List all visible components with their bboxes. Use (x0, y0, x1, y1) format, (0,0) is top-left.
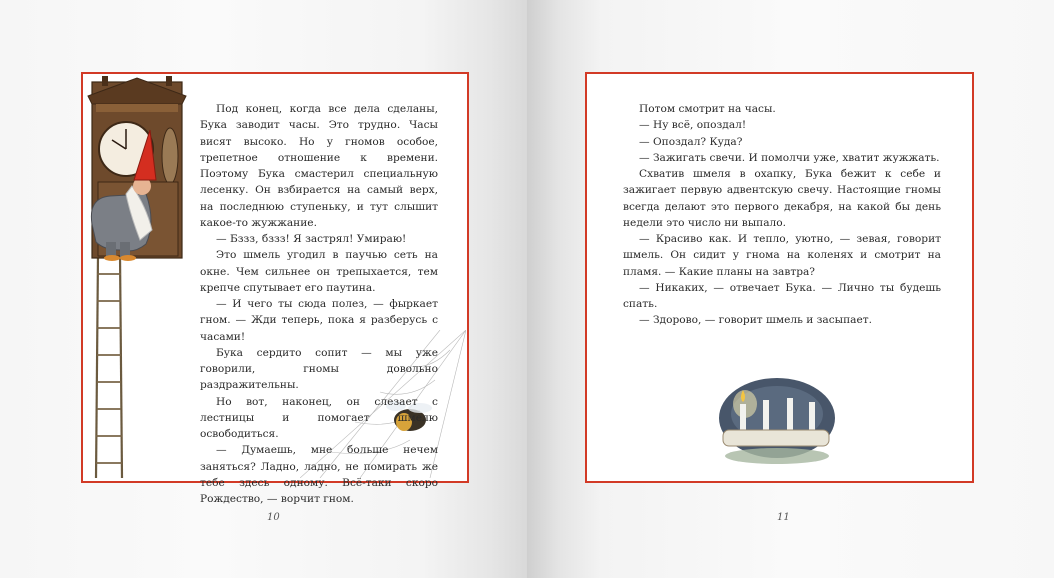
paragraph: — И чего ты сюда полез, — фыркает гном. — Жди теперь, пока я разберусь с часами! (200, 298, 438, 343)
paragraph: — Красиво как. И тепло, уютно, — зевая, говорит шмель. Он сидит у гнома на коленях и смотрит на пламя. — Какие планы на завтра? (623, 233, 941, 278)
paragraph: Но вот, наконец, он слезает с лестницы и помогает шмелю освободиться. (200, 395, 438, 440)
paragraph: — Здорово, — говорит шмель и засыпает. (639, 314, 872, 327)
page-number-right: 11 (777, 512, 790, 523)
advent-candles-illustration (717, 378, 837, 466)
paragraph: Потом смотрит на часы. (639, 103, 776, 115)
paragraph: — Зажигать свечи. И помолчи уже, хватит жужжать. (639, 151, 940, 164)
paragraph: Схватив шмеля в охапку, Бука бежит к себе и зажигает первую адвентскую свечу. Настоящие гномы всегда делают это первого декабря, на какой бы день недели это число ни выпало. (623, 168, 941, 229)
gnome-clock-ladder-illustration (84, 74, 194, 479)
left-page-text (200, 101, 438, 507)
paragraph: Под конец, когда все дела сделаны, Бука заводит часы. Это трудно. Часы висят высоко. Но у гномов особое, трепетное отношение к времени. Поэтому Бука смастерил специальную лесенку. Он взбирается на самый верх, на последнюю ступеньку, и тут слышит какое-то жужжание. (200, 103, 438, 229)
paragraph: Это шмель угодил в паучью сеть на окне. Чем сильнее он трепыхается, тем крепче спутывает его паутина. (200, 249, 438, 294)
paragraph: — Опоздал? Куда? (639, 135, 743, 148)
paragraph: — Ну всё, опоздал! (639, 119, 747, 132)
paragraph: — Думаешь, мне больше нечем заняться? Ладно, ладно, не помирать же тебе здесь одному. Всё-таки скоро Рождество, — ворчит гном. (200, 444, 438, 505)
page-number-left: 10 (267, 512, 280, 523)
paragraph: — Бззз, бззз! Я застрял! Умираю! (216, 233, 407, 245)
right-page-text (623, 101, 941, 329)
paragraph: — Никаких, — отвечает Бука. — Лично ты будешь спать. (623, 281, 941, 310)
paragraph: Бука сердито сопит — мы уже говорили, гномы довольно раздражительны. (200, 346, 438, 392)
